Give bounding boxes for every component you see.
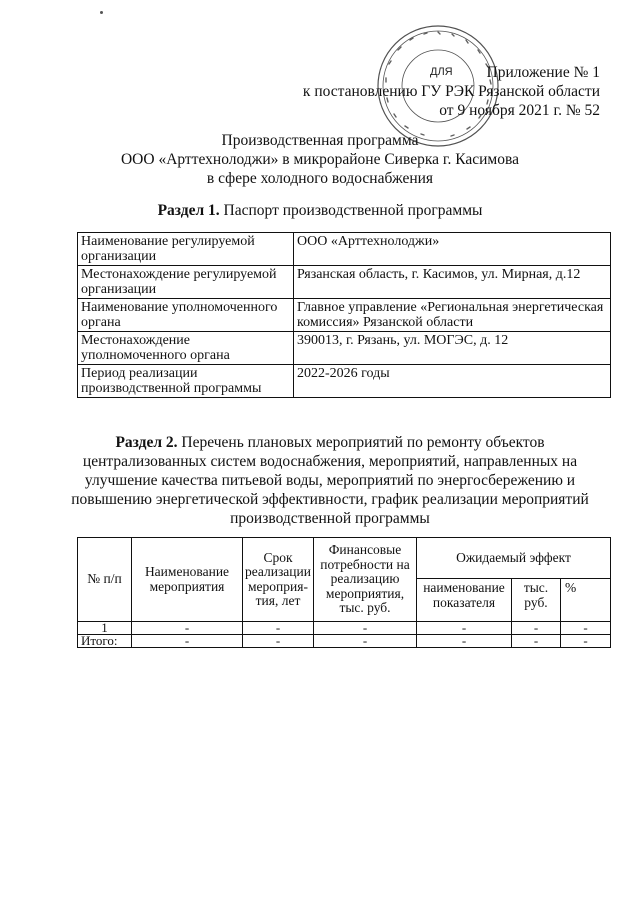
passport-field-name: Местонахождение регулируемой организации xyxy=(78,266,294,299)
table-row xyxy=(78,622,611,635)
section-1-heading xyxy=(0,202,640,220)
section-2-label: Раздел 2. xyxy=(115,434,178,451)
table-row xyxy=(78,635,611,648)
title-line-3: в сфере холодного водоснабжения xyxy=(206,170,434,187)
scan-speck xyxy=(100,11,103,14)
passport-field-name: Наименование регулируемой организации xyxy=(78,233,294,266)
passport-field-name: Наименование уполномоченного органа xyxy=(78,299,294,332)
col-name-header: Наименование мероприятия xyxy=(132,538,243,622)
cell-indicator: - xyxy=(417,622,512,635)
stamp-label: ДЛЯ xyxy=(430,66,453,78)
col-percent-header: % xyxy=(561,579,611,622)
table-row xyxy=(78,332,611,365)
plan-table xyxy=(77,537,611,648)
table-row xyxy=(78,233,611,266)
cell-indicator: - xyxy=(417,635,512,648)
passport-field-name: Период реализации производственной программы xyxy=(78,365,294,398)
passport-table xyxy=(77,232,611,398)
cell-finance: - xyxy=(314,622,417,635)
passport-field-name: Местонахождение уполномоченного органа xyxy=(78,332,294,365)
cell-term: - xyxy=(243,635,314,648)
title-line-2: ООО «Арттехнолоджи» в микрорайоне Сиверка г. Касимова xyxy=(120,151,519,168)
col-indicator-header: наименование показателя xyxy=(417,579,512,622)
col-term-header-line-2: мероприя-тия, лет xyxy=(248,578,308,608)
col-finance-header: Финансовые потребности на реализацию мероприятия, тыс. руб. xyxy=(314,538,417,622)
appendix-date: от 9 ноября 2021 г. № 52 xyxy=(439,102,600,119)
section-1-label: Раздел 1. xyxy=(157,202,220,219)
col-effect-header: Ожидаемый эффект xyxy=(417,538,611,579)
appendix-resolution: к постановлению ГУ РЭК Рязанской области xyxy=(302,83,600,100)
col-thousand-header: тыс. руб. xyxy=(512,579,561,622)
passport-field-value: 2022-2026 годы xyxy=(294,365,611,398)
appendix-number: Приложение № 1 xyxy=(486,64,600,81)
cell-finance: - xyxy=(314,635,417,648)
section-2-heading xyxy=(60,433,600,528)
cell-thousand: - xyxy=(512,622,561,635)
cell-thousand: - xyxy=(512,635,561,648)
table-header-row xyxy=(78,538,611,579)
appendix-header xyxy=(303,63,600,120)
section-2-title: Перечень плановых мероприятий по ремонту объектов централизованных систем водоснабжения, мероприятий, направленных на улучшение качества питьевой воды, мероприятий по энергосбережению и повышению энергетической эффективности, график реализации мероприятий производственной программы xyxy=(71,434,589,527)
table-row xyxy=(78,365,611,398)
passport-field-value: Главное управление «Региональная энергетическая комиссия» Рязанской области xyxy=(294,299,611,332)
program-title xyxy=(0,131,640,188)
cell-name: - xyxy=(132,635,243,648)
cell-name: - xyxy=(132,622,243,635)
table-row xyxy=(78,299,611,332)
title-line-1: Производственная программа xyxy=(221,132,419,149)
cell-percent: - xyxy=(561,622,611,635)
section-1-title: Паспорт производственной программы xyxy=(223,202,483,219)
cell-num: Итого: xyxy=(78,635,132,648)
col-num-header: № п/п xyxy=(78,538,132,622)
passport-field-value: 390013, г. Рязань, ул. МОГЭС, д. 12 xyxy=(294,332,611,365)
col-term-header xyxy=(243,538,314,622)
table-row xyxy=(78,266,611,299)
col-term-header-line-1: Срок реализации xyxy=(245,549,311,579)
cell-num: 1 xyxy=(78,622,132,635)
cell-percent: - xyxy=(561,635,611,648)
cell-term: - xyxy=(243,622,314,635)
passport-field-value: ООО «Арттехнолоджи» xyxy=(294,233,611,266)
passport-field-value: Рязанская область, г. Касимов, ул. Мирная, д.12 xyxy=(294,266,611,299)
